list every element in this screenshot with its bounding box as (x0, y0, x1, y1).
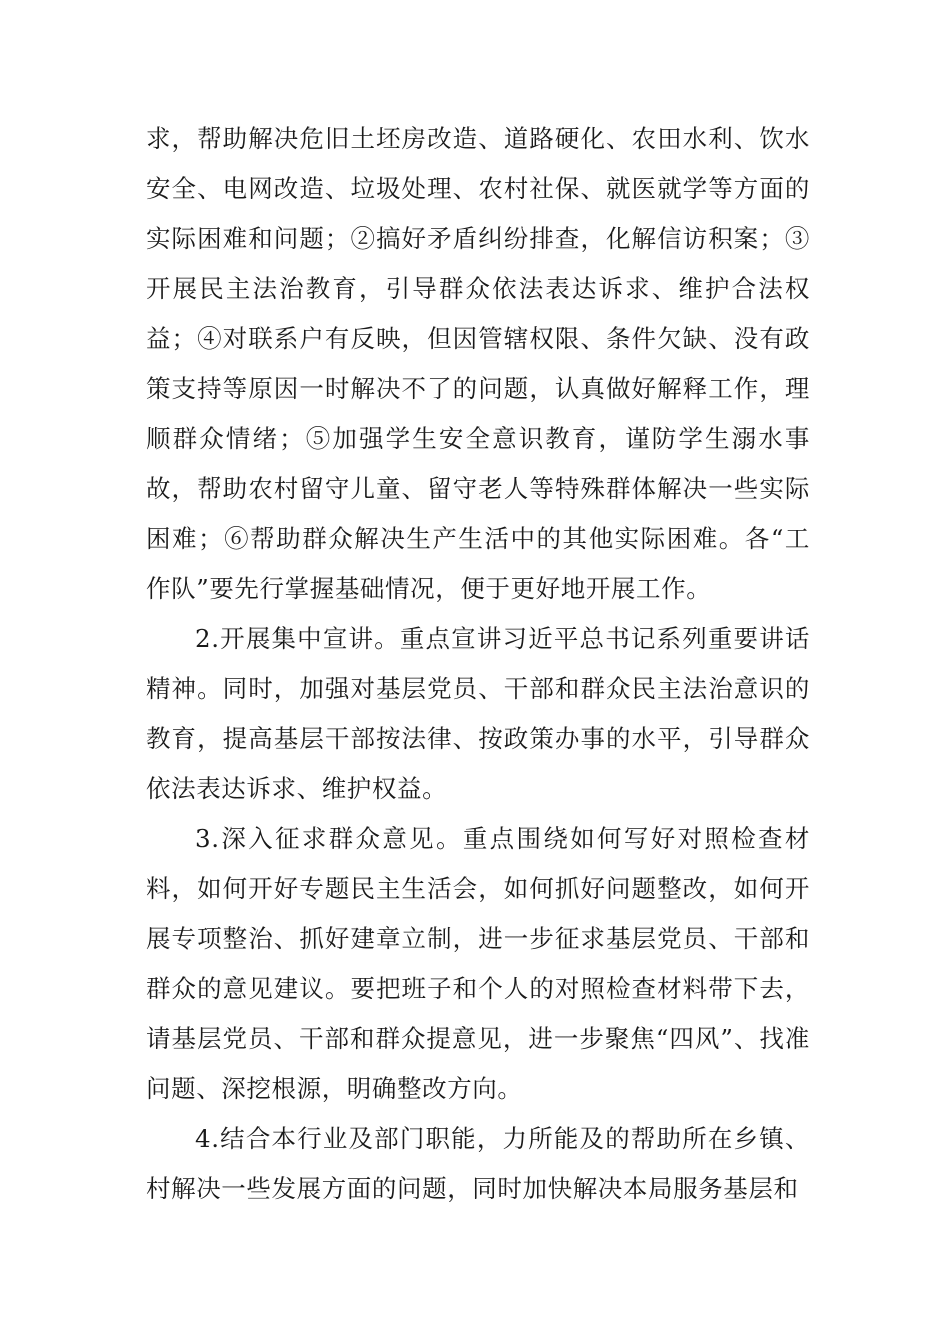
document-body (146, 114, 810, 1214)
paragraph-item-4: 4.结合本行业及部门职能，力所能及的帮助所在乡镇、村解决一些发展方面的问题，同时加快解决本局服务基层和 (146, 1124, 810, 1203)
paragraph-continuation: 求，帮助解决危旧土坯房改造、道路硬化、农田水利、饮水安全、电网改造、垃圾处理、农村社保、就医就学等方面的实际困难和问题；②搞好矛盾纠纷排查，化解信访积案；③开展民主法治教育，引导群众依法表达诉求、维护合法权益；④对联系户有反映，但因管辖权限、条件欠缺、没有政策支持等原因一时解决不了的问题，认真做好解释工作，理顺群众情绪；⑤加强学生安全意识教育，谨防学生溺水事故，帮助农村留守儿童、留守老人等特殊群体解决一些实际困难；⑥帮助群众解决生产生活中的其他实际困难。各“工作队”要先行掌握基础情况，便于更好地开展工作。 (146, 124, 810, 603)
paragraph-item-2: 2.开展集中宣讲。重点宣讲习近平总书记系列重要讲话精神。同时，加强对基层党员、干部和群众民主法治意识的教育，提高基层干部按法律、按政策办事的水平，引导群众依法表达诉求、维护权益。 (146, 624, 810, 803)
paragraph-item-3: 3.深入征求群众意见。重点围绕如何写好对照检查材料，如何开好专题民主生活会，如何抓好问题整改，如何开展专项整治、抓好建章立制，进一步征求基层党员、干部和群众的意见建议。要把班子和个人的对照检查材料带下去，请基层党员、干部和群众提意见，进一步聚焦“四风”、找准问题、深挖根源，明确整改方向。 (146, 824, 810, 1103)
